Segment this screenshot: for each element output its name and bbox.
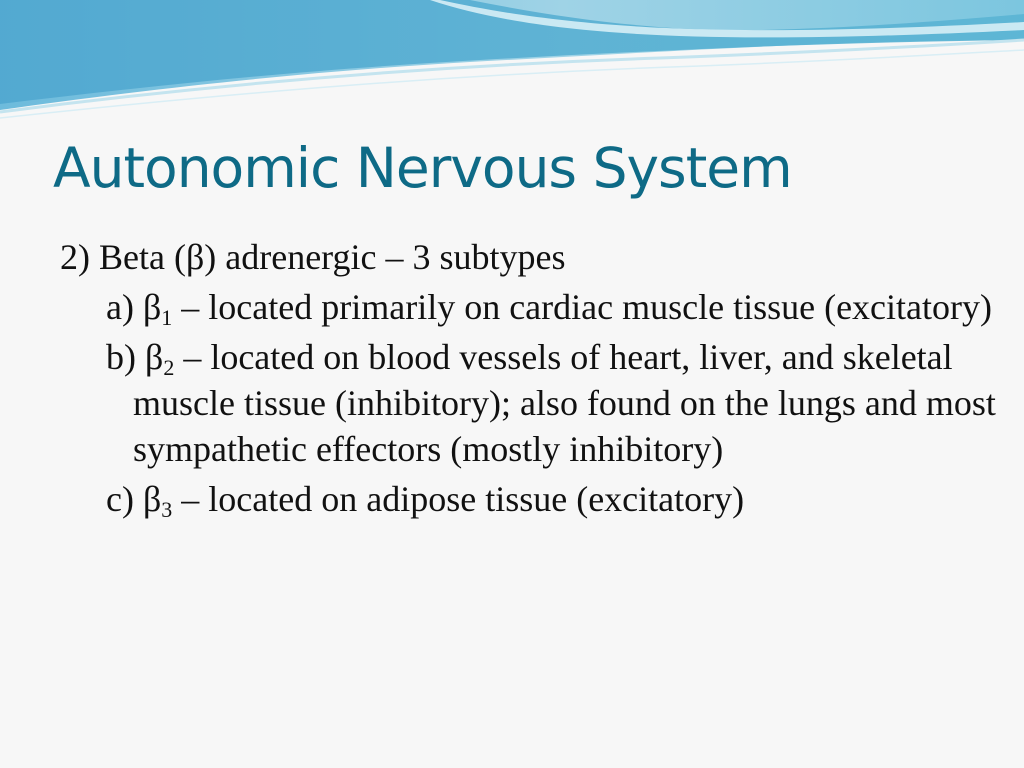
subtype-description: – located on blood vessels of heart, liver, and skeletal muscle tissue (inhibitory); also found on the lungs and most sympathetic effectors (mostly inhibitory) [133,337,996,469]
subtype-marker: b) [106,337,136,377]
main-point: 2) Beta (β) adrenergic – 3 subtypes [60,237,566,277]
slide-title: Autonomic Nervous System [53,136,792,200]
subtype-index: 3 [161,497,173,522]
subtype-index: 1 [161,305,173,330]
subtype-marker: c) [106,479,134,519]
subtype-description: – located on adipose tissue (excitatory) [181,479,745,519]
subtype-item-beta2 [106,334,1000,472]
beta-symbol: β [142,287,162,327]
beta-symbol: β [145,337,164,377]
subtype-index: 2 [163,355,175,380]
subtype-marker: a) [106,287,134,327]
subtype-description: – located primarily on cardiac muscle tissue (excitatory) [181,287,992,327]
subtype-item-beta3 [106,476,1000,522]
subtype-item-beta1 [106,284,1000,330]
decorative-wave-banner [0,0,1024,130]
beta-symbol: β [142,479,162,519]
slide-content [60,234,1000,526]
